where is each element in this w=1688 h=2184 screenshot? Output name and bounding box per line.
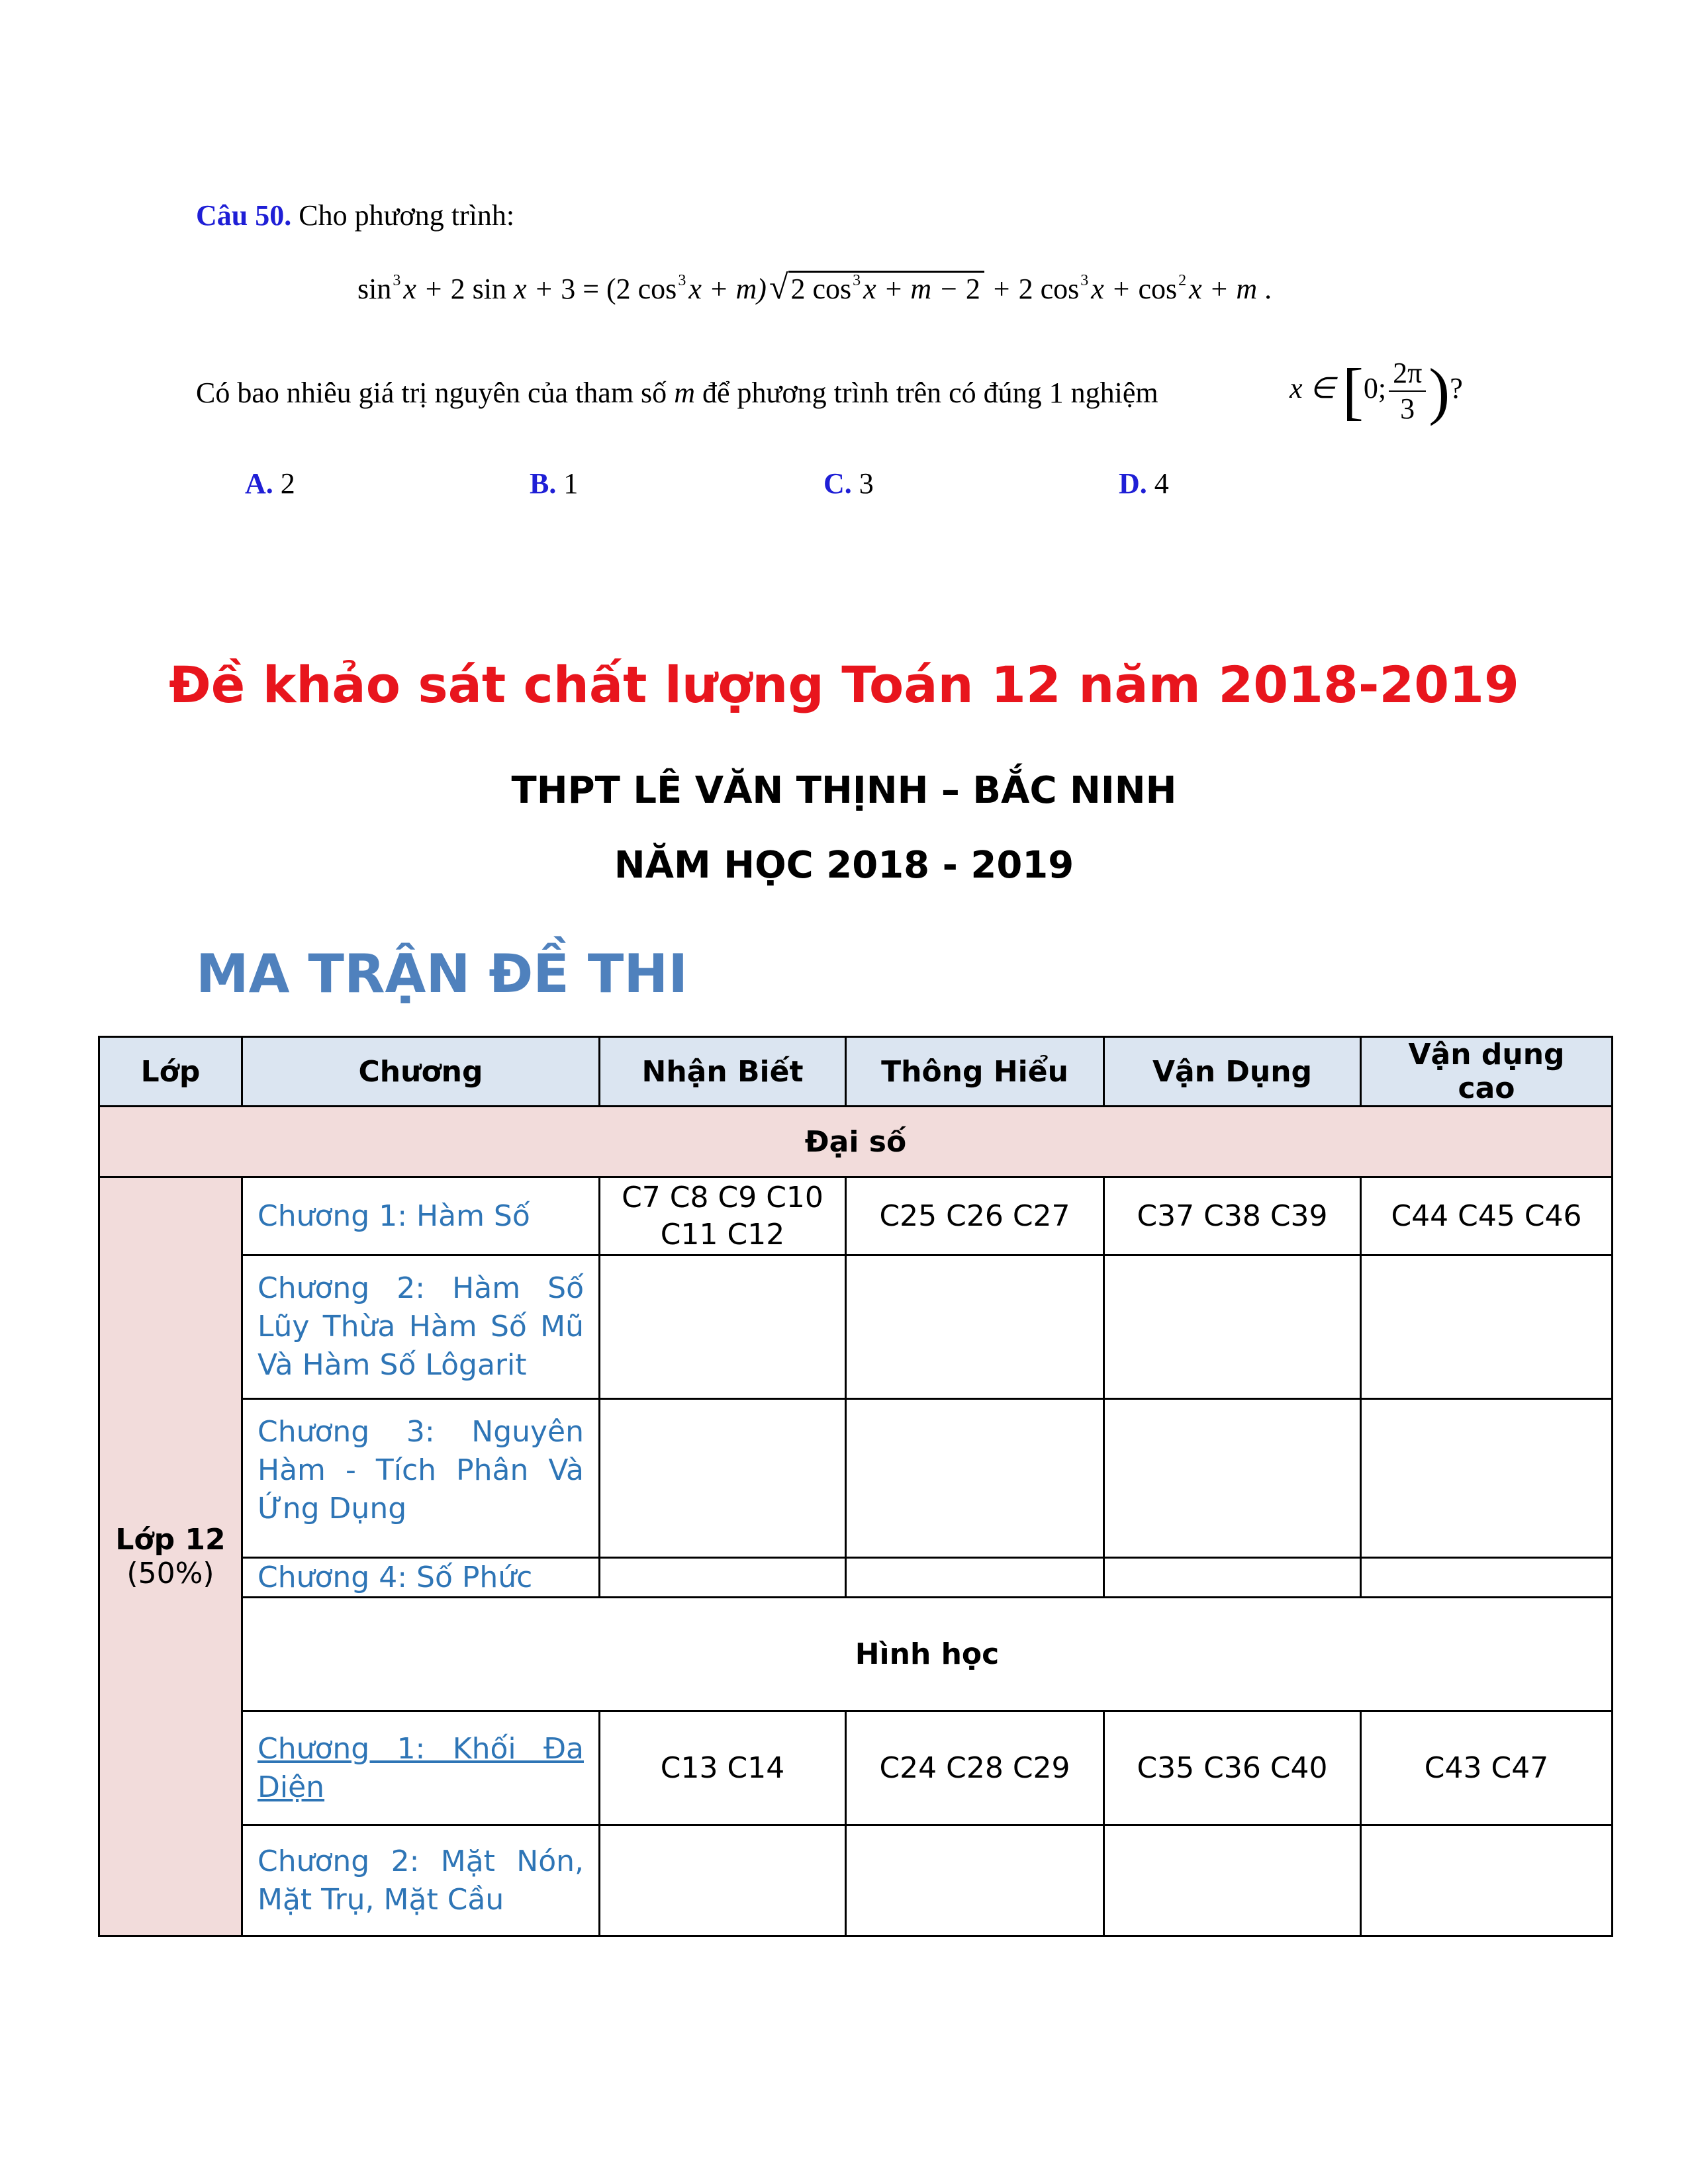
thong-hieu-cell [846, 1255, 1104, 1399]
van-dung-cell: C37 C38 C39 [1104, 1177, 1361, 1255]
table-row [99, 1177, 1613, 1255]
van-dung-cao-cell [1361, 1399, 1613, 1558]
header-van-dung: Vận Dụng [1104, 1037, 1361, 1107]
chapter-cell: Chương 3: Nguyên Hàm - Tích Phân Và Ứng Dụng [242, 1399, 600, 1558]
section-algebra: Đại số [99, 1107, 1613, 1177]
van-dung-cao-cell [1361, 1825, 1613, 1936]
option-value: 2 [280, 467, 295, 500]
nhan-biet-cell [600, 1255, 846, 1399]
option-c[interactable] [823, 467, 874, 500]
thong-hieu-cell: C24 C28 C29 [846, 1711, 1104, 1825]
exam-matrix-table [98, 1036, 1613, 1937]
thong-hieu-cell [846, 1399, 1104, 1558]
question-mark: ? [1450, 372, 1463, 405]
header-lop: Lớp [99, 1037, 242, 1107]
chapter-cell-link[interactable]: Chương 1: Khối Đa Diện [242, 1711, 600, 1825]
prompt-part-1: Có bao nhiêu giá trị nguyên của tham số [196, 377, 675, 409]
van-dung-cao-cell: C43 C47 [1361, 1711, 1613, 1825]
school-name: THPT LÊ VĂN THỊNH – BẮC NINH [511, 769, 1177, 812]
chapter-cell: Chương 1: Hàm Số [242, 1177, 600, 1255]
table-row [99, 1255, 1613, 1399]
thong-hieu-cell [846, 1558, 1104, 1598]
nhan-biet-cell [600, 1558, 846, 1598]
matrix-title: MA TRẬN ĐỀ THI [196, 943, 688, 1005]
option-letter: C. [823, 467, 852, 500]
chapter-cell: Chương 2: Hàm Số Lũy Thừa Hàm Số Mũ Và Hàm Số Lôgarit [242, 1255, 600, 1399]
section-row-geometry [99, 1598, 1613, 1711]
option-letter: B. [530, 467, 557, 500]
exam-title: Đề khảo sát chất lượng Toán 12 năm 2018-2019 [169, 655, 1519, 714]
header-nhan-biet: Nhận Biết [600, 1037, 846, 1107]
interval-zero: 0; [1363, 372, 1387, 405]
nhan-biet-cell: C7 C8 C9 C10 C11 C12 [600, 1177, 846, 1255]
nhan-biet-cell [600, 1825, 846, 1936]
option-b[interactable] [530, 467, 578, 500]
prompt-part-2: để phương trình trên có đúng 1 nghiệm [694, 377, 1158, 409]
section-row-algebra [99, 1107, 1613, 1177]
van-dung-cell [1104, 1558, 1361, 1598]
interval-num: 2π [1389, 356, 1426, 392]
van-dung-cell [1104, 1825, 1361, 1936]
header-chuong: Chương [242, 1037, 600, 1107]
van-dung-cell [1104, 1255, 1361, 1399]
interval-den: 3 [1400, 392, 1415, 425]
option-d[interactable] [1119, 467, 1169, 500]
thong-hieu-cell: C25 C26 C27 [846, 1177, 1104, 1255]
equation: $\sin^3x + 2$ sin x + 3 = (2 $\cos^3x + m)√2$ $\cos^3x + m - 2 + 2$ $\cos^3x + \cos^2x + m$ . [357, 269, 1272, 306]
question-label: Câu 50. [196, 199, 292, 232]
van-dung-cao-cell [1361, 1255, 1613, 1399]
nhan-biet-cell: C13 C14 [600, 1711, 846, 1825]
header-van-dung-cao: Vận dụng cao [1361, 1037, 1613, 1107]
chapter-cell: Chương 2: Mặt Nón, Mặt Trụ, Mặt Cầu [242, 1825, 600, 1936]
chapter-cell: Chương 4: Số Phức [242, 1558, 600, 1598]
interval-var: x ∈ [1289, 372, 1335, 405]
grade-cell [99, 1177, 242, 1936]
table-row [99, 1825, 1613, 1936]
table-row [99, 1711, 1613, 1825]
option-letter: D. [1119, 467, 1147, 500]
question-line [196, 199, 514, 232]
van-dung-cao-cell [1361, 1558, 1613, 1598]
option-a[interactable] [245, 467, 295, 500]
interval: x ∈ [0; $\frac{2\pi}{3}$ )? [1289, 355, 1463, 426]
option-value: 3 [859, 467, 874, 500]
grade-label: Lớp 12 [115, 1523, 226, 1557]
param-m: m [674, 377, 695, 409]
question-prompt [196, 376, 1158, 410]
header-thong-hieu: Thông Hiểu [846, 1037, 1104, 1107]
question-intro: Cho phương trình: [299, 199, 515, 232]
grade-percent: (50%) [126, 1557, 214, 1590]
van-dung-cell: C35 C36 C40 [1104, 1711, 1361, 1825]
table-row [99, 1558, 1613, 1598]
table-row [99, 1399, 1613, 1558]
school-year: NĂM HỌC 2018 - 2019 [614, 844, 1074, 887]
table-header-row [99, 1037, 1613, 1107]
option-value: 1 [563, 467, 579, 500]
section-geometry: Hình học [242, 1598, 1613, 1711]
van-dung-cao-cell: C44 C45 C46 [1361, 1177, 1613, 1255]
van-dung-cell [1104, 1399, 1361, 1558]
nhan-biet-cell [600, 1399, 846, 1558]
option-letter: A. [245, 467, 273, 500]
option-value: 4 [1154, 467, 1169, 500]
thong-hieu-cell [846, 1825, 1104, 1936]
